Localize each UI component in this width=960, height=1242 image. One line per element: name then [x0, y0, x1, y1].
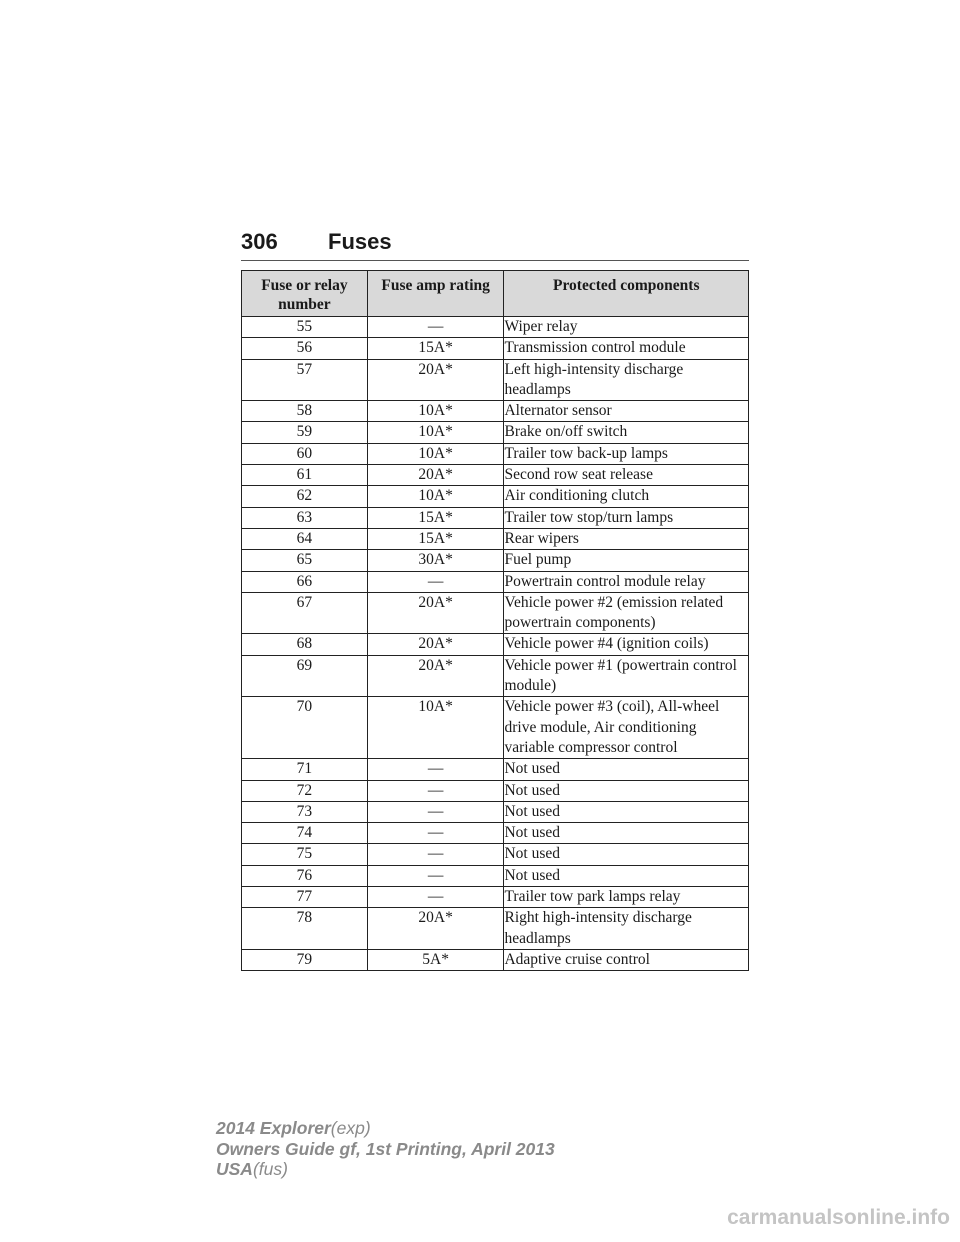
protected-components-cell: Not used [504, 759, 749, 780]
amp-rating-cell: — [367, 571, 504, 592]
protected-components-cell: Vehicle power #4 (ignition coils) [504, 634, 749, 655]
fuse-number-cell: 78 [242, 908, 368, 950]
table-row [242, 528, 749, 549]
table-row [242, 422, 749, 443]
section-title: Fuses [328, 229, 392, 254]
protected-components-cell: Wiper relay [504, 317, 749, 338]
fuse-number-cell: 68 [242, 634, 368, 655]
fuse-table [241, 270, 749, 971]
protected-components-cell: Brake on/off switch [504, 422, 749, 443]
table-row [242, 949, 749, 970]
protected-components-cell: Powertrain control module relay [504, 571, 749, 592]
amp-rating-cell: 15A* [367, 338, 504, 359]
protected-components-cell: Trailer tow park lamps relay [504, 887, 749, 908]
amp-rating-cell: 20A* [367, 634, 504, 655]
footer-model-code: (exp) [330, 1118, 371, 1138]
protected-components-cell: Not used [504, 844, 749, 865]
amp-rating-cell: — [367, 317, 504, 338]
fuse-number-cell: 76 [242, 865, 368, 886]
table-row [242, 780, 749, 801]
column-header-amp-rating: Fuse amp rating [367, 271, 504, 317]
table-row [242, 801, 749, 822]
protected-components-cell: Fuel pump [504, 550, 749, 571]
page-header [241, 226, 749, 261]
amp-rating-cell: 20A* [367, 908, 504, 950]
table-row [242, 908, 749, 950]
protected-components-cell: Not used [504, 823, 749, 844]
amp-rating-cell: — [367, 780, 504, 801]
fuse-number-cell: 63 [242, 507, 368, 528]
protected-components-cell: Not used [504, 801, 749, 822]
table-row [242, 655, 749, 697]
fuse-number-cell: 62 [242, 486, 368, 507]
table-row [242, 571, 749, 592]
amp-rating-cell: 10A* [367, 697, 504, 759]
protected-components-cell: Trailer tow back-up lamps [504, 443, 749, 464]
table-row [242, 759, 749, 780]
table-row [242, 844, 749, 865]
fuse-number-cell: 64 [242, 528, 368, 549]
protected-components-cell: Second row seat release [504, 465, 749, 486]
protected-components-cell: Transmission control module [504, 338, 749, 359]
footer-market-code: (fus) [252, 1159, 288, 1179]
table-row [242, 865, 749, 886]
column-header-components: Protected components [504, 271, 749, 317]
amp-rating-cell: — [367, 801, 504, 822]
protected-components-cell: Not used [504, 780, 749, 801]
fuse-number-cell: 77 [242, 887, 368, 908]
table-row [242, 486, 749, 507]
amp-rating-cell: — [367, 865, 504, 886]
fuse-number-cell: 71 [242, 759, 368, 780]
amp-rating-cell: — [367, 823, 504, 844]
fuse-number-cell: 74 [242, 823, 368, 844]
table-row [242, 338, 749, 359]
protected-components-cell: Right high-intensity discharge headlamps [504, 908, 749, 950]
amp-rating-cell: — [367, 759, 504, 780]
table-row [242, 634, 749, 655]
protected-components-cell: Adaptive cruise control [504, 949, 749, 970]
fuse-number-cell: 60 [242, 443, 368, 464]
amp-rating-cell: 15A* [367, 507, 504, 528]
protected-components-cell: Vehicle power #3 (coil), All-wheel drive module, Air conditioning variable compressor control [504, 697, 749, 759]
protected-components-cell: Rear wipers [504, 528, 749, 549]
fuse-number-cell: 56 [242, 338, 368, 359]
table-row [242, 465, 749, 486]
amp-rating-cell: — [367, 844, 504, 865]
table-header-row [242, 271, 749, 317]
protected-components-cell: Not used [504, 865, 749, 886]
protected-components-cell: Alternator sensor [504, 401, 749, 422]
amp-rating-cell: 20A* [367, 465, 504, 486]
fuse-number-cell: 73 [242, 801, 368, 822]
footer-line-1 [216, 1118, 555, 1139]
fuse-number-cell: 61 [242, 465, 368, 486]
fuse-number-cell: 79 [242, 949, 368, 970]
table-row [242, 317, 749, 338]
footer-model: 2014 Explorer [216, 1118, 331, 1138]
amp-rating-cell: 10A* [367, 486, 504, 507]
table-row [242, 887, 749, 908]
amp-rating-cell: 30A* [367, 550, 504, 571]
fuse-number-cell: 67 [242, 592, 368, 634]
document-footer [216, 1118, 555, 1180]
table-row [242, 550, 749, 571]
fuse-number-cell: 55 [242, 317, 368, 338]
protected-components-cell: Vehicle power #1 (powertrain control module) [504, 655, 749, 697]
amp-rating-cell: 20A* [367, 655, 504, 697]
column-header-number: Fuse or relay number [242, 271, 368, 317]
fuse-number-cell: 58 [242, 401, 368, 422]
amp-rating-cell: 10A* [367, 443, 504, 464]
footer-line-2: Owners Guide gf, 1st Printing, April 2013 [216, 1138, 555, 1159]
page-number: 306 [241, 229, 278, 254]
fuse-number-cell: 66 [242, 571, 368, 592]
footer-market: USA [216, 1159, 253, 1179]
fuse-number-cell: 57 [242, 359, 368, 401]
protected-components-cell: Air conditioning clutch [504, 486, 749, 507]
watermark: carmanualsonline.info [727, 1206, 950, 1229]
protected-components-cell: Trailer tow stop/turn lamps [504, 507, 749, 528]
protected-components-cell: Vehicle power #2 (emission related powertrain components) [504, 592, 749, 634]
amp-rating-cell: 10A* [367, 422, 504, 443]
table-row [242, 401, 749, 422]
table-row [242, 443, 749, 464]
table-row [242, 359, 749, 401]
amp-rating-cell: 20A* [367, 592, 504, 634]
amp-rating-cell: 20A* [367, 359, 504, 401]
amp-rating-cell: 10A* [367, 401, 504, 422]
footer-line-3 [216, 1159, 555, 1180]
table-row [242, 507, 749, 528]
fuse-number-cell: 70 [242, 697, 368, 759]
fuse-number-cell: 69 [242, 655, 368, 697]
table-row [242, 823, 749, 844]
fuse-table-body [242, 317, 749, 971]
amp-rating-cell: 15A* [367, 528, 504, 549]
fuse-number-cell: 59 [242, 422, 368, 443]
fuse-number-cell: 65 [242, 550, 368, 571]
fuse-number-cell: 75 [242, 844, 368, 865]
fuse-number-cell: 72 [242, 780, 368, 801]
table-row [242, 697, 749, 759]
protected-components-cell: Left high-intensity discharge headlamps [504, 359, 749, 401]
amp-rating-cell: — [367, 887, 504, 908]
amp-rating-cell: 5A* [367, 949, 504, 970]
table-row [242, 592, 749, 634]
